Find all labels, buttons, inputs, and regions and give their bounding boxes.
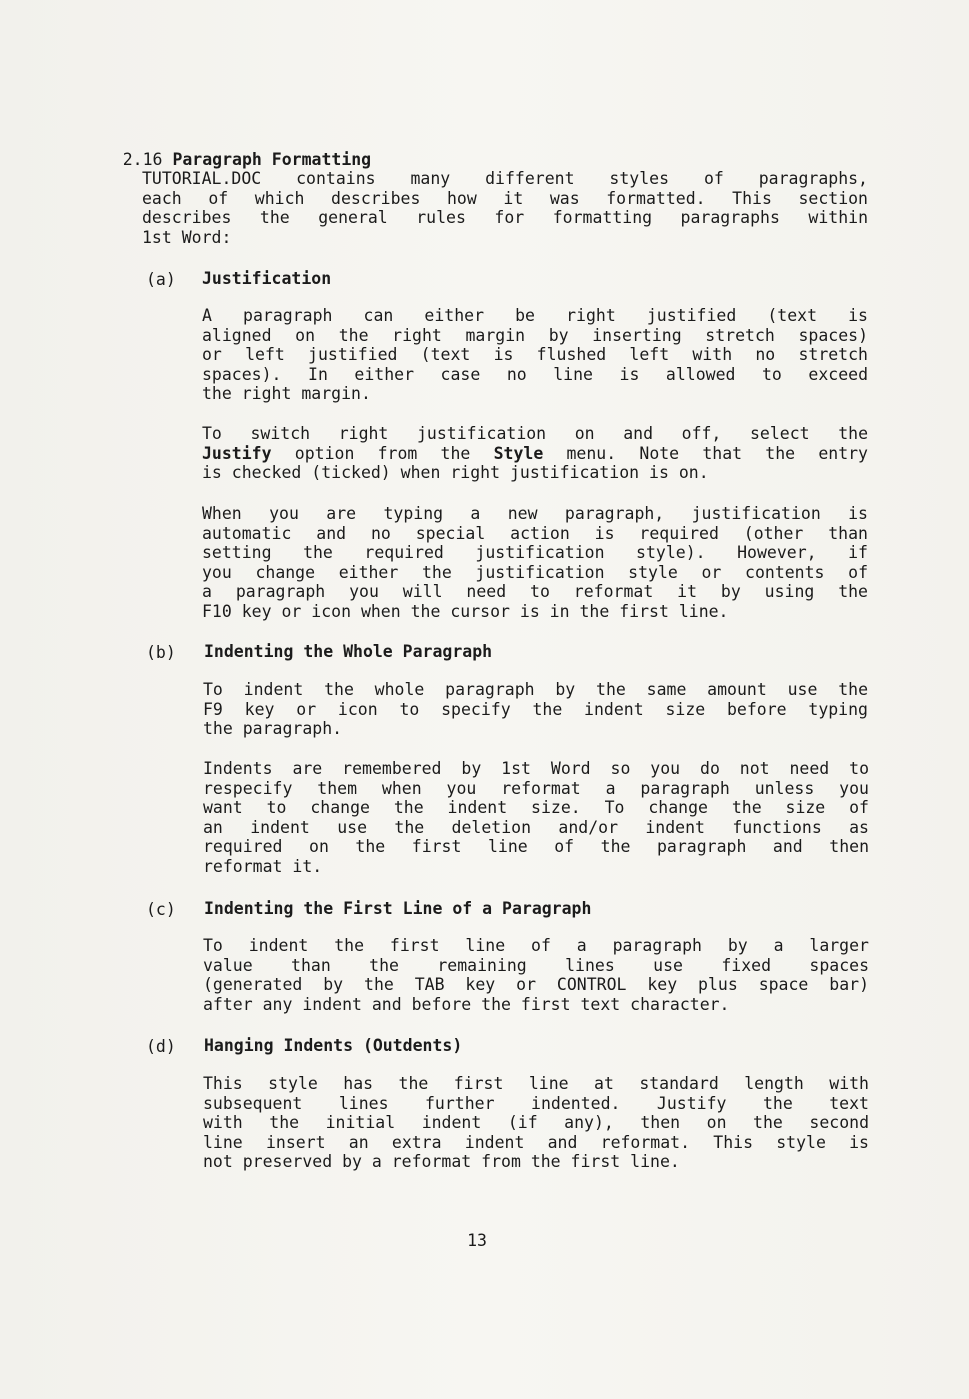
subsection-a-paragraph-1 (202, 306, 868, 404)
bold-term: Style (493, 443, 544, 463)
subsection-c-label: (c) (146, 900, 176, 919)
paragraph-line: Indents are remembered by 1st Word so you do not need to (203, 759, 869, 778)
intro-line: describes the general rules for formatting paragraphs within (142, 208, 868, 228)
paragraph-line: To indent the first line of a paragraph by a larger (203, 936, 869, 955)
paragraph-line: respecify them when you reformat a paragraph unless you (203, 778, 869, 798)
subsection-d-paragraph-1 (203, 1074, 869, 1172)
paragraph-line: automatic and no special action is required (other than (202, 523, 868, 543)
paragraph-line: line insert an extra indent and reformat. This style is (203, 1132, 869, 1152)
bold-term: Justify (202, 443, 272, 463)
subsection-c-title: Indenting the First Line of a Paragraph (204, 899, 592, 918)
paragraph-line: is checked (ticked) when right justification is on. (202, 463, 709, 483)
intro-paragraph (142, 169, 868, 247)
paragraph-line: This style has the first line at standard length with (203, 1074, 869, 1093)
page-number: 13 (467, 1231, 487, 1250)
paragraph-line: required on the first line of the paragraph and then (203, 837, 869, 857)
paragraph-line: When you are typing a new paragraph, justification is (202, 504, 868, 523)
paragraph-line: or left justified (text is flushed left with no stretch (202, 345, 868, 365)
paragraph-line: after any indent and before the first text character. (203, 994, 730, 1014)
paragraph-line: the paragraph. (203, 719, 343, 739)
paragraph-line: with the initial indent (if any), then on the second (203, 1113, 869, 1133)
paragraph-line: A paragraph can either be right justified (text is (202, 306, 868, 325)
subsection-b-title: Indenting the Whole Paragraph (204, 642, 493, 661)
subsection-a-paragraph-3 (202, 504, 868, 622)
section-title: Paragraph Formatting (172, 150, 372, 169)
paragraph-line: aligned on the right margin by inserting stretch spaces) (202, 325, 868, 345)
paragraph-line: spaces). In either case no line is allowed to exceed (202, 364, 868, 384)
paragraph-line: F9 key or icon to specify the indent size before typing (203, 699, 868, 719)
paragraph-line: you change either the justification style or contents of (202, 562, 868, 582)
subsection-b-paragraph-2 (203, 759, 869, 877)
paragraph-line: F10 key or icon when the cursor is in the first line. (202, 601, 729, 621)
paragraph-line: To switch right justification on and off, select the (202, 424, 868, 443)
subsection-d-label: (d) (146, 1037, 176, 1056)
subsection-c-paragraph-1 (203, 936, 869, 1014)
subsection-a-label: (a) (146, 270, 176, 289)
paragraph-line: setting the required justification style). However, if (202, 543, 868, 563)
paragraph-line: not preserved by a reformat from the first line. (203, 1152, 680, 1172)
paragraph-line: To indent the whole paragraph by the same amount use the (203, 680, 868, 699)
paragraph-line-rich: Justify option from the Style menu. Note that the entry (202, 443, 868, 463)
paragraph-line: reformat it. (203, 856, 323, 876)
paragraph-line: subsequent lines further indented. Justify the text (203, 1093, 869, 1113)
intro-line: 1st Word: (142, 227, 232, 247)
intro-line: each of which describes how it was formatted. This section (142, 188, 868, 208)
paragraph-line: want to change the indent size. To change the size of (203, 798, 869, 818)
intro-line: TUTORIAL.DOC contains many different styles of paragraphs, (142, 169, 868, 188)
subsection-b-paragraph-1 (203, 680, 868, 739)
paragraph-line: a paragraph you will need to reformat it by using the (202, 582, 868, 602)
subsection-d-title: Hanging Indents (Outdents) (204, 1036, 463, 1055)
subsection-b-label: (b) (146, 643, 176, 662)
paragraph-line: (generated by the TAB key or CONTROL key plus space bar) (203, 975, 869, 995)
paragraph-line: the right margin. (202, 384, 371, 404)
subsection-a-title: Justification (202, 269, 332, 288)
paragraph-line: an indent use the deletion and/or indent functions as (203, 817, 869, 837)
paragraph-line: value than the remaining lines use fixed spaces (203, 955, 869, 975)
section-number: 2.16 (122, 150, 163, 169)
subsection-a-paragraph-2 (202, 424, 868, 483)
